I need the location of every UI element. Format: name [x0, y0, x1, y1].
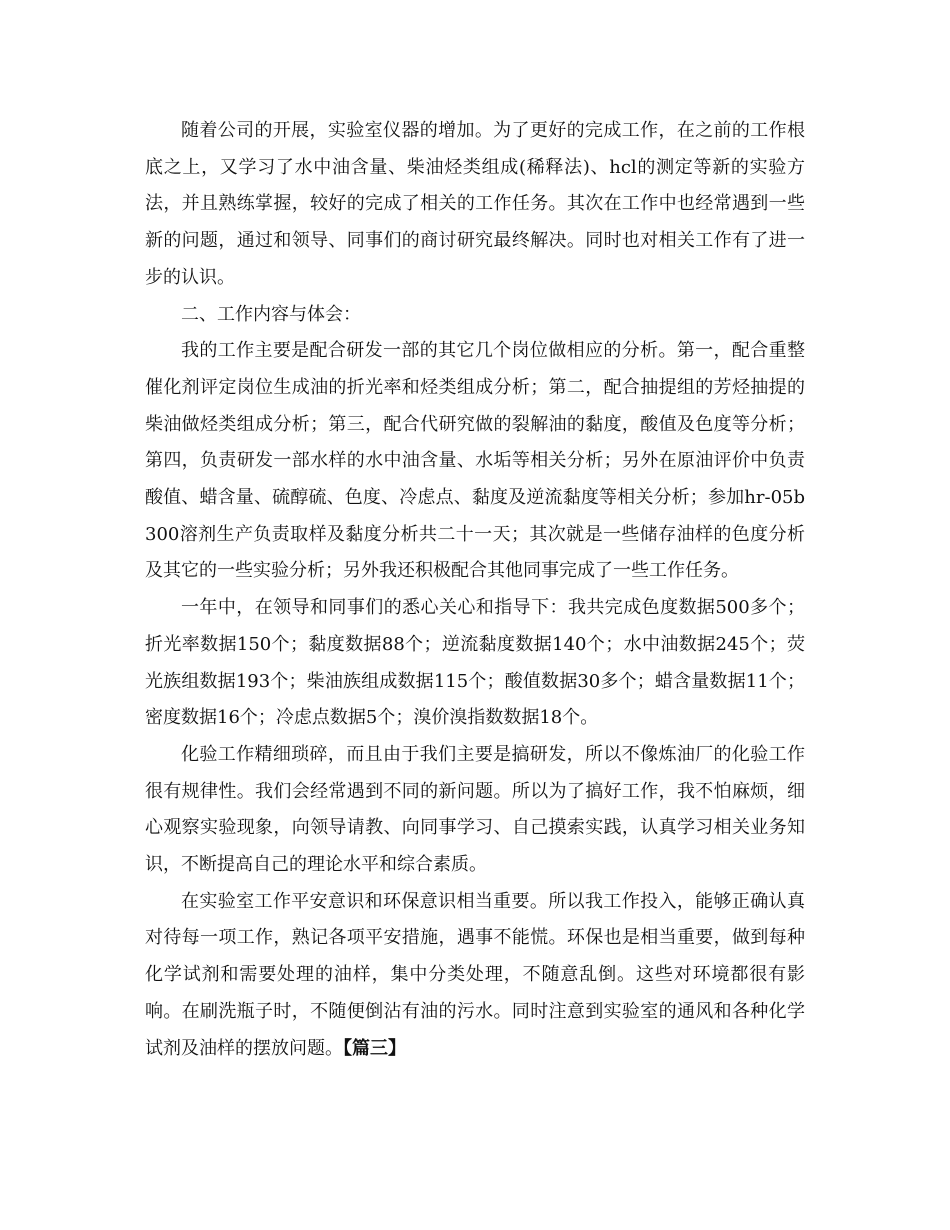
paragraph-safety-environment	[145, 884, 805, 1068]
paragraph-work-duties: 我的工作主要是配合研发一部的其它几个岗位做相应的分析。第一，配合重整催化剂评定岗位生成油的折光率和烃类组成分析；第二，配合抽提组的芳烃抽提的柴油做烃类组成分析；第三，配合代研究做的裂解油的黏度，酸值及色度等分析；第四，负责研发一部水样的水中油含量、水垢等相关分析；另外在原油评价中负责酸值、蜡含量、硫醇硫、色度、冷虑点、黏度及逆流黏度等相关分析；参加hr-05b300溶剂生产负责取样及黏度分析共二十一天；其次就是一些储存油样的色度分析及其它的一些实验分析；另外我还积极配合其他同事完成了一些工作任务。	[145, 340, 805, 582]
section-heading-work-content: 二、工作内容与体会：	[181, 303, 361, 325]
paragraph-lab-growth: 随着公司的开展，实验室仪器的增加。为了更好的完成工作，在之前的工作根底之上，又学习了水中油含量、柴油烃类组成(稀释法)、hcl的测定等新的实验方法，并且熟练掌握，较好的完成了相关的工作任务。其次在工作中也经常遇到一些新的问题，通过和领导、同事们的商讨研究最终解决。同时也对相关工作有了进一步的认识。	[145, 120, 805, 288]
document-body	[145, 113, 805, 1067]
section-tag: 【篇三】	[343, 1037, 406, 1059]
paragraph-safety-text: 在实验室工作平安意识和环保意识相当重要。所以我工作投入，能够正确认真对待每一项工作，熟记各项平安措施，遇事不能慌。环保也是相当重要，做到每种化学试剂和需要处理的油样，集中分类处理，不随意乱倒。这些对环境都很有影响。在刷洗瓶子时，不随便倒沾有油的污水。同时注意到实验室的通风和各种化学试剂及油样的摆放问题。	[145, 890, 805, 1059]
paragraph-annual-data: 一年中，在领导和同事们的悉心关心和指导下：我共完成色度数据500多个；折光率数据150个；黏度数据88个；逆流黏度数据140个；水中油数据245个；荧光族组数据193个；柴油族组成数据115个；酸值数据30多个；蜡含量数据11个；密度数据16个；冷虑点数据5个；溴价溴指数数据18个。	[145, 597, 805, 729]
paragraph-lab-work-nature: 化验工作精细琐碎，而且由于我们主要是搞研发，所以不像炼油厂的化验工作很有规律性。我们会经常遇到不同的新问题。所以为了搞好工作，我不怕麻烦，细心观察实验现象，向领导请教、向同事学习、自己摸索实践，认真学习相关业务知识，不断提高自己的理论水平和综合素质。	[145, 743, 805, 876]
